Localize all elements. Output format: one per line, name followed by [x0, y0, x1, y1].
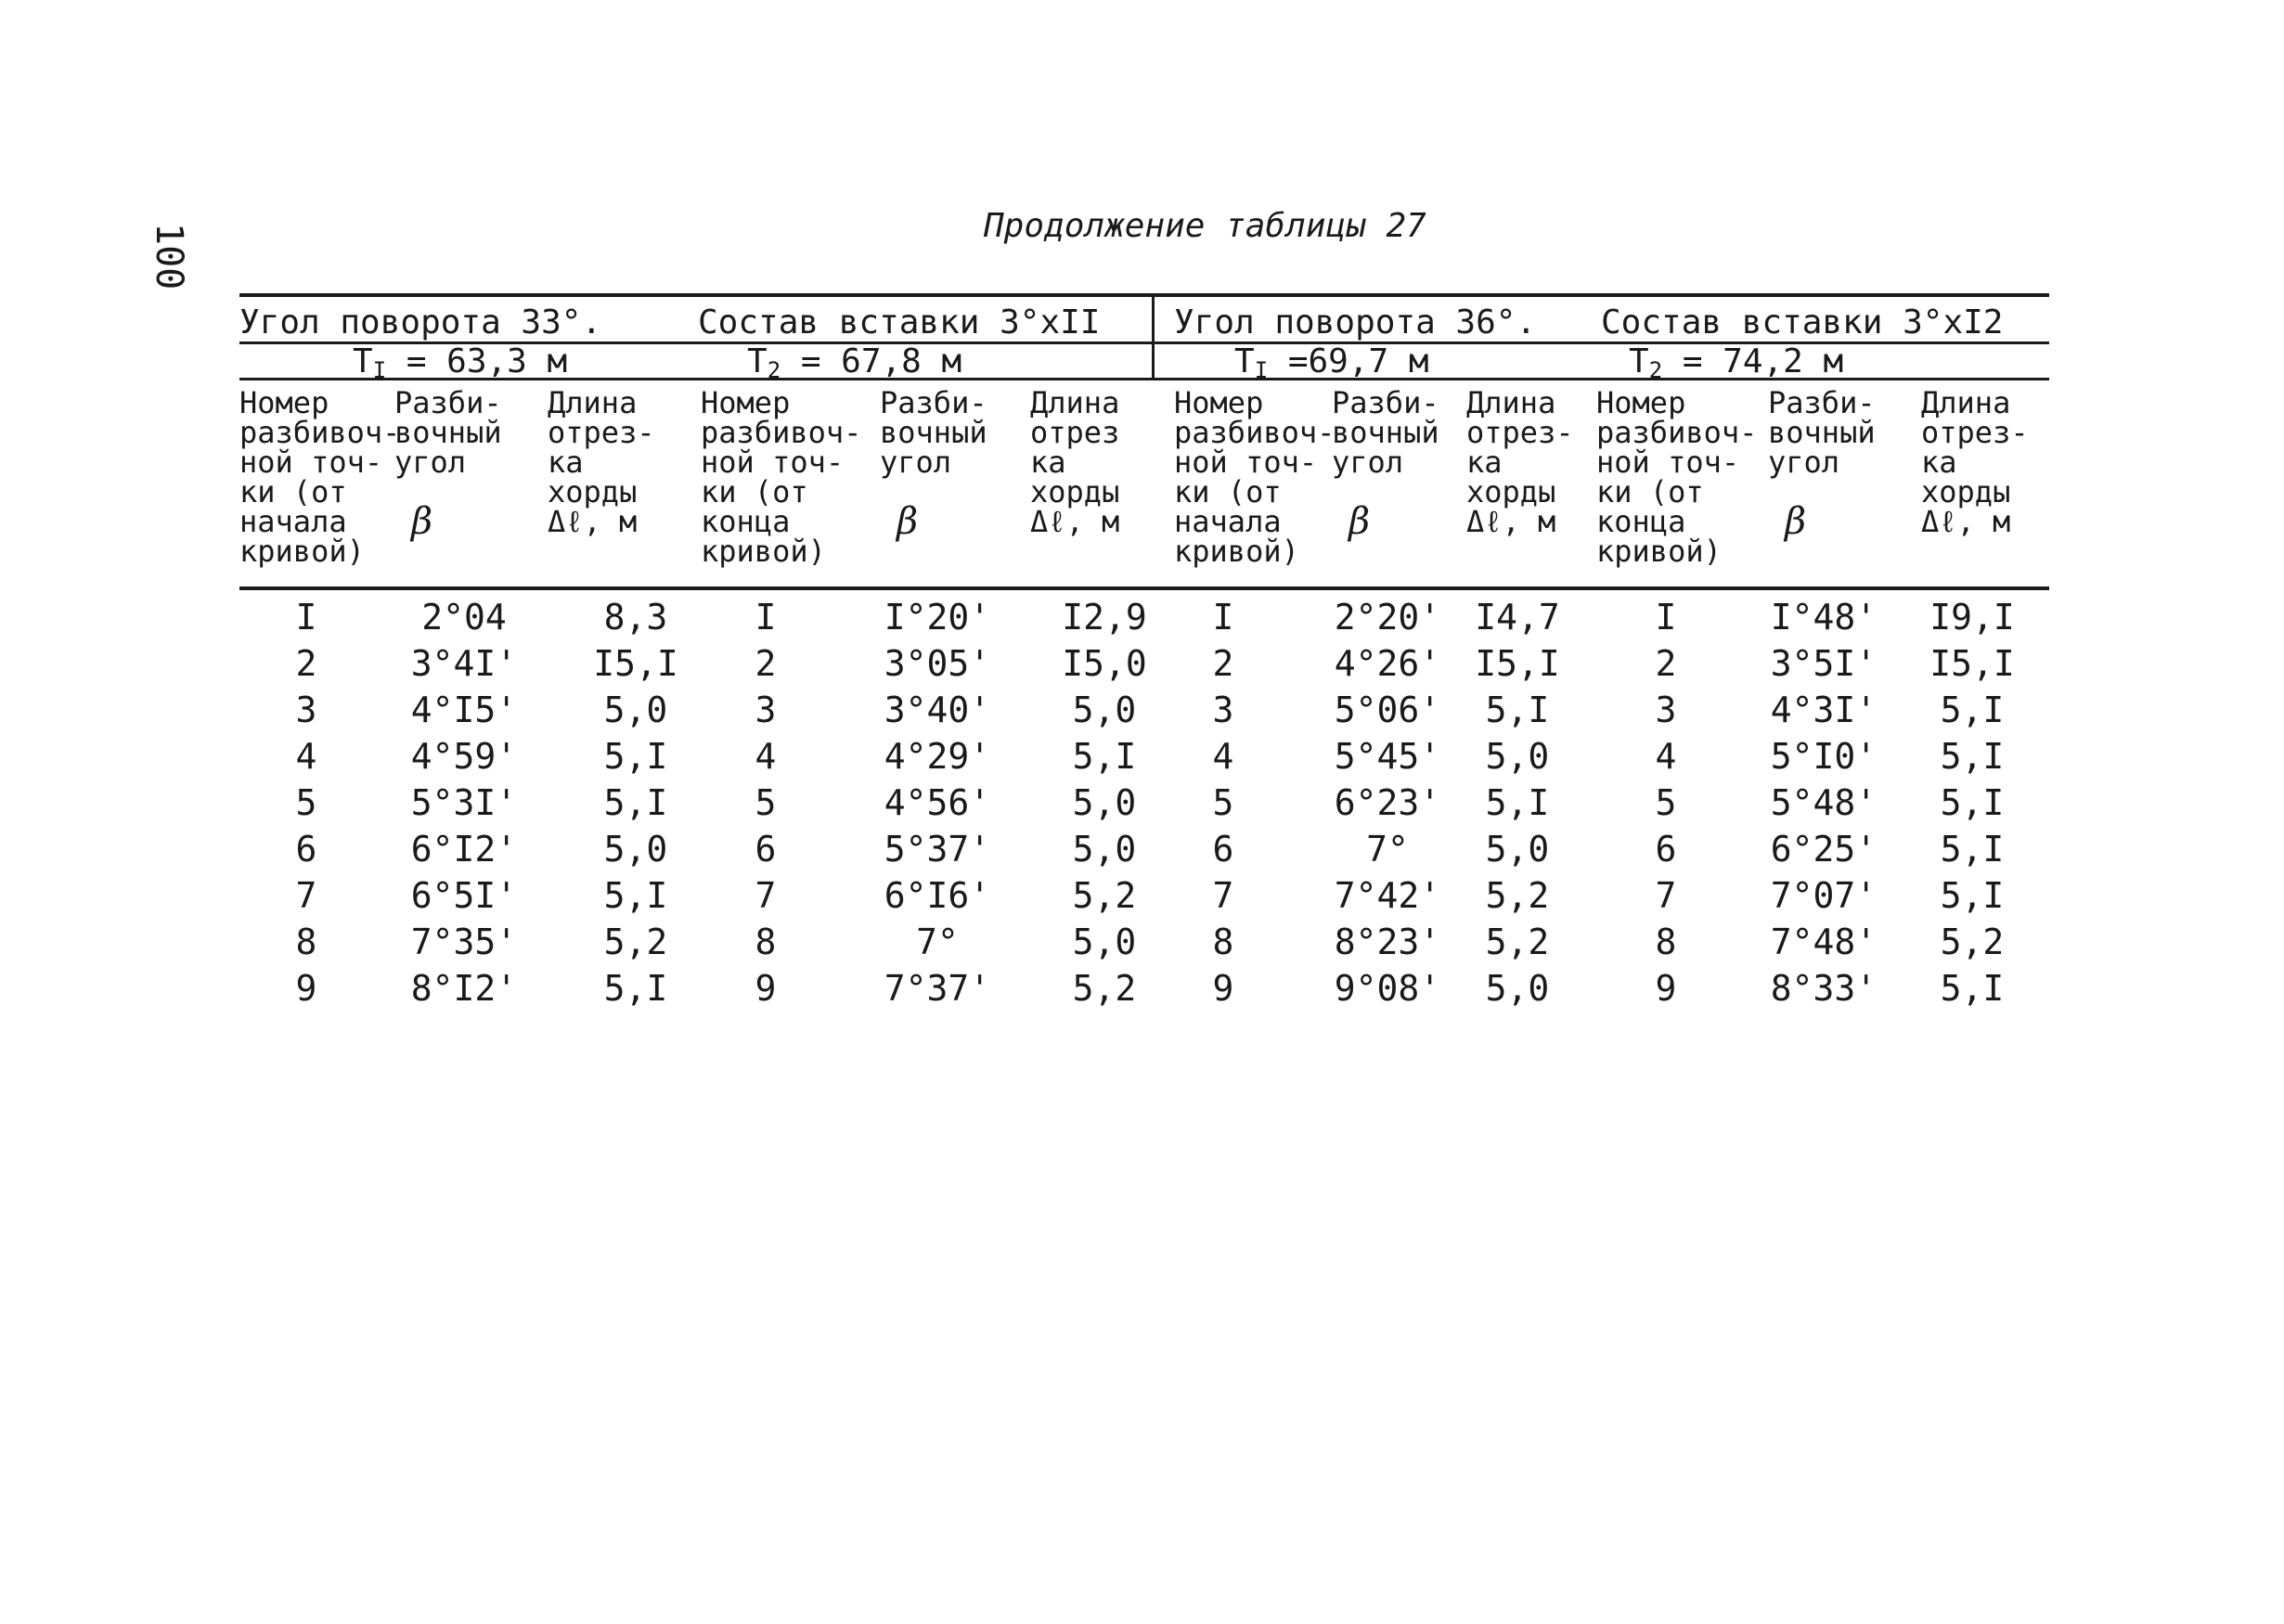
t2-prefix: T — [747, 342, 768, 380]
beta-symbol: β — [897, 500, 919, 543]
beta-symbol: β — [1348, 500, 1371, 543]
table-cell: 3 — [755, 690, 777, 730]
column-header-text: Разби- вочный угол — [1332, 385, 1439, 480]
table-cell: 3 — [295, 690, 317, 730]
table-cell: 5,0 — [1485, 968, 1550, 1009]
right-insert-label: Состав вставки 3°xI2 — [1601, 303, 2004, 342]
table-cell: 5°I0' — [1770, 736, 1878, 777]
table-cell: 5,2 — [1072, 968, 1137, 1009]
table-cell: 8 — [1655, 922, 1677, 962]
t2-prefix: T — [1629, 342, 1649, 380]
column-header-text: Номер разбивоч- ной точ- ки (от конца кривой) — [701, 385, 862, 569]
table-cell: 5,I — [1940, 736, 2005, 777]
table-cell: 3°4I' — [410, 643, 518, 684]
table-cell: 6 — [295, 829, 317, 870]
column-header — [1466, 385, 1574, 539]
table-cell: I°48' — [1770, 597, 1878, 638]
table-cell: 3°5I' — [1770, 643, 1878, 684]
table-cell: 7°35' — [410, 922, 518, 962]
table-cell: 5,0 — [603, 690, 668, 730]
table-cell: 6 — [1655, 829, 1677, 870]
table-cell: 9 — [755, 968, 777, 1009]
table-cell: 2 — [295, 643, 317, 684]
column-header — [880, 385, 987, 543]
t1-prefix: T — [1234, 342, 1255, 380]
table-cell: I — [1212, 597, 1234, 638]
table-cell: 5,2 — [1940, 922, 2005, 962]
table-top-rule — [239, 293, 2049, 297]
table-cell: 5°37' — [884, 829, 991, 870]
table-cell: 7°42' — [1334, 875, 1441, 916]
table-cell: 2°20' — [1334, 597, 1441, 638]
table-cell: I4,7 — [1475, 597, 1560, 638]
table-cell: 5,I — [603, 736, 668, 777]
column-header-text: Номер разбивоч- ной точ- ки (от конца кривой) — [1596, 385, 1758, 569]
table-caption: Продолжение таблицы 27 — [984, 207, 1426, 245]
table-cell: 5,2 — [603, 922, 668, 962]
table-cell: I9,I — [1929, 597, 2015, 638]
table-cell: 5,2 — [1485, 875, 1550, 916]
table-cell: 6 — [755, 829, 777, 870]
table-cell: I°20' — [884, 597, 991, 638]
table-cell: 5,I — [603, 875, 668, 916]
table-cell: 7°07' — [1770, 875, 1878, 916]
table-cell: 3°05' — [884, 643, 991, 684]
table-cell: 5,0 — [603, 829, 668, 870]
table-cell: 7°48' — [1770, 922, 1878, 962]
column-header — [1332, 385, 1439, 543]
table-cell: I2,9 — [1062, 597, 1147, 638]
table-cell: I5,I — [593, 643, 678, 684]
table-cell: 5,I — [1940, 782, 2005, 823]
table-cell: 5,2 — [1485, 922, 1550, 962]
t2-value: = 67,8 м — [781, 342, 962, 380]
table-cell: 6°5I' — [410, 875, 518, 916]
table-cell: 8°I2' — [410, 968, 518, 1009]
table-cell: 5,I — [1940, 875, 2005, 916]
table-cell: I — [295, 597, 317, 638]
column-header-text: Разби- вочный угол — [1768, 385, 1876, 480]
table-cell: 2°04 — [421, 597, 507, 638]
t1-value: = 63,3 м — [386, 342, 568, 380]
table-cell: 5 — [295, 782, 317, 823]
table-cell: 2 — [755, 643, 777, 684]
table-cell: 7 — [755, 875, 777, 916]
table-cell: 5,0 — [1072, 782, 1137, 823]
table-cell: 5,2 — [1072, 875, 1137, 916]
column-header — [1174, 385, 1336, 569]
table-cell: 5°3I' — [410, 782, 518, 823]
table-cell: 5 — [755, 782, 777, 823]
right-t2-label — [1629, 342, 1844, 383]
table-cell: 5,I — [1072, 736, 1137, 777]
table-cell: 4 — [755, 736, 777, 777]
table-cell: 4°56' — [884, 782, 991, 823]
table-cell: 5,I — [603, 782, 668, 823]
table-cell: 4°I5' — [410, 690, 518, 730]
left-insert-label: Состав вставки 3°xII — [698, 303, 1101, 342]
t2-subscript: 2 — [1648, 357, 1663, 383]
column-header — [548, 385, 655, 539]
table-cell: 5°48' — [1770, 782, 1878, 823]
table-cell: 5,I — [1940, 829, 2005, 870]
table-cell: I — [755, 597, 777, 638]
table-cell: I5,I — [1475, 643, 1560, 684]
table-cell: 6 — [1212, 829, 1234, 870]
left-angle-label: Угол поворота 33°. — [239, 303, 602, 342]
table-cell: 5,0 — [1072, 690, 1137, 730]
table-cell: 5,I — [1940, 690, 2005, 730]
column-header-text: Длина отрез ка хорды Δℓ, м — [1030, 385, 1120, 539]
table-cell: 7 — [1655, 875, 1677, 916]
left-t2-label — [747, 342, 962, 383]
beta-symbol: β — [411, 500, 433, 543]
column-header-text: Номер разбивоч- ной точ- ки (от начала кривой) — [239, 385, 401, 569]
column-header-text: Разби- вочный угол — [880, 385, 987, 480]
table-cell: 4°26' — [1334, 643, 1441, 684]
table-cell: 5,0 — [1485, 829, 1550, 870]
column-header-text: Длина отрез- ка хорды Δℓ, м — [548, 385, 655, 539]
table-cell: 6°25' — [1770, 829, 1878, 870]
table-cell: 9 — [1212, 968, 1234, 1009]
page-number: 100 — [148, 223, 190, 290]
table-cell: 2 — [1655, 643, 1677, 684]
table-cell: 5,0 — [1485, 736, 1550, 777]
table-cell: 7 — [1212, 875, 1234, 916]
column-header-text: Номер разбивоч- ной точ- ки (от начала кривой) — [1174, 385, 1336, 569]
table-cell: 7 — [295, 875, 317, 916]
t1-prefix: T — [353, 342, 373, 380]
table-cell: 7° — [1366, 829, 1409, 870]
table-cell: 5 — [1655, 782, 1677, 823]
table-cell: 5 — [1212, 782, 1234, 823]
table-cell: 5°06' — [1334, 690, 1441, 730]
table-cell: 8 — [755, 922, 777, 962]
table-cell: 5,I — [603, 968, 668, 1009]
column-header-text: Длина отрез- ка хорды Δℓ, м — [1921, 385, 2029, 539]
table-cell: 4 — [295, 736, 317, 777]
left-t1-label — [353, 342, 568, 383]
table-cell: I5,I — [1929, 643, 2015, 684]
t1-value: =69,7 м — [1268, 342, 1429, 380]
table-cell: 2 — [1212, 643, 1234, 684]
table-cell: 5,0 — [1072, 829, 1137, 870]
table-cell: 3°40' — [884, 690, 991, 730]
table-cell: 8 — [1212, 922, 1234, 962]
table-cell: I — [1655, 597, 1677, 638]
column-header — [1596, 385, 1758, 569]
table-cell: 3 — [1212, 690, 1234, 730]
column-header — [1030, 385, 1120, 539]
right-angle-label: Угол поворота 36°. — [1174, 303, 1537, 342]
column-header — [1921, 385, 2029, 539]
column-header — [394, 385, 502, 543]
column-header — [239, 385, 401, 569]
table-cell: 4°29' — [884, 736, 991, 777]
table-cell: 7°37' — [884, 968, 991, 1009]
table-cell: 5,I — [1485, 782, 1550, 823]
center-divider-rule — [1152, 297, 1155, 380]
table-cell: 6°I6' — [884, 875, 991, 916]
table-cell: 5°45' — [1334, 736, 1441, 777]
table-cell: 8,3 — [603, 597, 668, 638]
t2-value: = 74,2 м — [1662, 342, 1844, 380]
table-cell: 6°23' — [1334, 782, 1441, 823]
t1-subscript: I — [1254, 357, 1269, 383]
table-cell: 9°08' — [1334, 968, 1441, 1009]
table-cell: 5,I — [1485, 690, 1550, 730]
table-cell: 5,0 — [1072, 922, 1137, 962]
table-cell: 9 — [295, 968, 317, 1009]
table-cell: 9 — [1655, 968, 1677, 1009]
beta-symbol: β — [1785, 500, 1807, 543]
table-cell: 5,I — [1940, 968, 2005, 1009]
table-cell: 4°59' — [410, 736, 518, 777]
table-cell: I5,0 — [1062, 643, 1147, 684]
column-header — [701, 385, 862, 569]
table-cell: 3 — [1655, 690, 1677, 730]
table-cell: 8°23' — [1334, 922, 1441, 962]
table-cell: 4 — [1655, 736, 1677, 777]
table-cell: 4°3I' — [1770, 690, 1878, 730]
table-cell: 7° — [916, 922, 959, 962]
column-header-text: Длина отрез- ка хорды Δℓ, м — [1466, 385, 1574, 539]
column-header — [1768, 385, 1876, 543]
table-cell: 8 — [295, 922, 317, 962]
right-t1-label — [1234, 342, 1429, 383]
t1-subscript: I — [372, 357, 387, 383]
table-cell: 4 — [1212, 736, 1234, 777]
column-header-text: Разби- вочный угол — [394, 385, 502, 480]
t2-subscript: 2 — [767, 357, 781, 383]
table-cell: 8°33' — [1770, 968, 1878, 1009]
header-bottom-rule — [239, 586, 2049, 590]
table-cell: 6°I2' — [410, 829, 518, 870]
